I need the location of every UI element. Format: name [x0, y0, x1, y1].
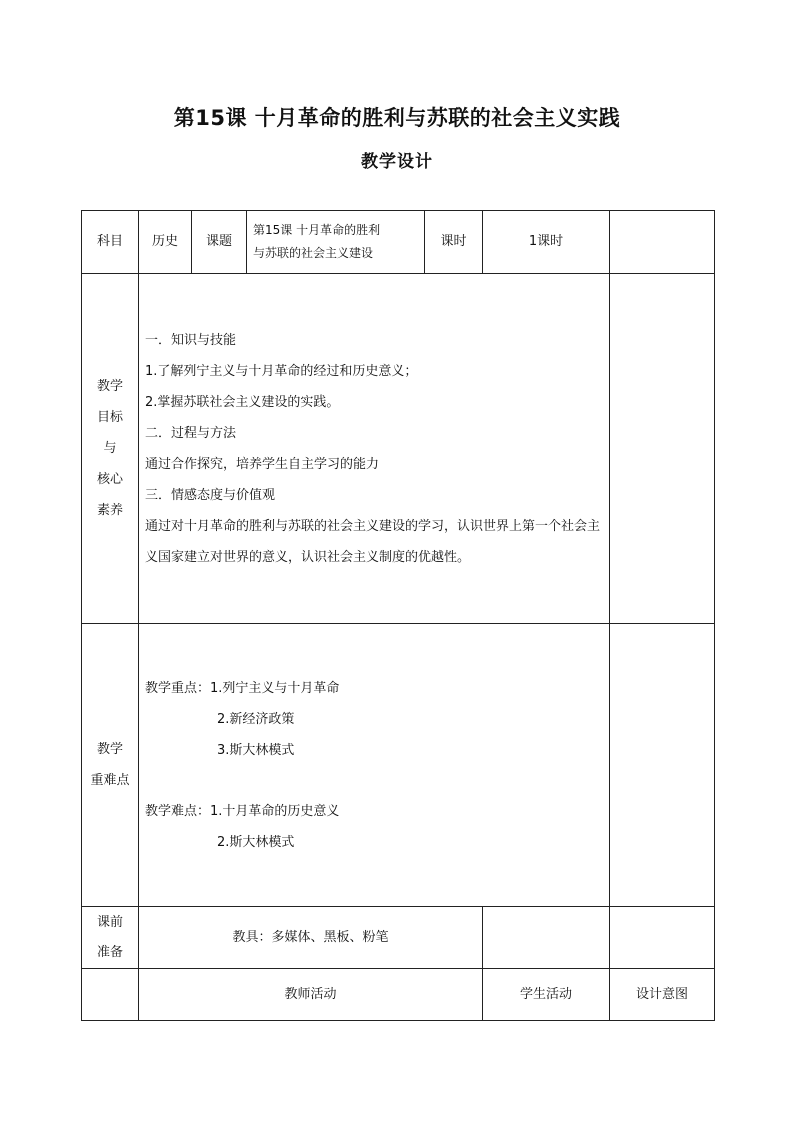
hours-label: 课时 [425, 211, 483, 274]
subject-label: 科目 [82, 211, 139, 274]
goals-line: 三．情感态度与价值观 [145, 487, 276, 503]
goals-label-line: 目标 [96, 410, 123, 425]
document-title: 第15课 十月革命的胜利与苏联的社会主义实践 [173, 106, 621, 130]
table-row-basic-info [82, 211, 715, 274]
design-intent-header: 设计意图 [610, 969, 715, 1021]
teacher-activity-header: 教师活动 [139, 969, 483, 1021]
goals-label-line: 素养 [96, 503, 123, 518]
goals-label-line: 核心 [96, 472, 123, 487]
goals-content [139, 274, 610, 624]
goals-line: 通过合作探究，培养学生自主学习的能力 [145, 456, 380, 472]
spacer [145, 766, 605, 796]
goals-line: 2.掌握苏联社会主义建设的实践。 [145, 394, 340, 410]
key-point-item: 2.新经济政策 [217, 711, 295, 727]
topic-value-line2: 与苏联的社会主义建设 [253, 246, 374, 260]
goals-line: 二．过程与方法 [145, 425, 237, 441]
table-row-activity-header [82, 969, 715, 1021]
topic-value-line1: 第15课 十月革命的胜利 [253, 223, 381, 237]
blank-cell [610, 211, 715, 274]
table-row-goals [82, 274, 715, 624]
blank-cell [610, 624, 715, 907]
focus-content [139, 624, 610, 907]
prep-label [82, 907, 139, 969]
goals-line: 1.了解列宁主义与十月革命的经过和历史意义； [145, 363, 418, 379]
key-points-heading: 教学重点：1.列宁主义与十月革命 [145, 680, 340, 696]
blank-cell [610, 274, 715, 624]
difficult-point-item: 2.斯大林模式 [217, 834, 295, 850]
table-row-focus [82, 624, 715, 907]
blank-cell [82, 969, 139, 1021]
goals-line: 一．知识与技能 [145, 332, 237, 348]
topic-label: 课题 [192, 211, 247, 274]
goals-label [82, 274, 139, 624]
difficult-points-heading: 教学难点：1.十月革命的历史意义 [145, 803, 340, 819]
prep-label-line: 课前 [96, 914, 123, 930]
key-point-item: 3.斯大林模式 [217, 742, 295, 758]
hours-value: 1课时 [483, 211, 610, 274]
table-row-prep [82, 907, 715, 969]
student-activity-header: 学生活动 [483, 969, 610, 1021]
goals-line: 通过对十月革命的胜利与苏联的社会主义建设的学习，认识世界上第一个社会主义国家建立对世界的意义，认识社会主义制度的优越性。 [145, 518, 601, 565]
blank-cell [610, 907, 715, 969]
goals-label-line: 教学 [96, 379, 123, 394]
prep-label-line: 准备 [96, 944, 123, 960]
document-subtitle: 教学设计 [361, 152, 433, 172]
subject-value: 历史 [139, 211, 192, 274]
goals-label-line: 与 [103, 441, 117, 456]
focus-label-line: 重难点 [90, 773, 130, 788]
focus-label [82, 624, 139, 907]
focus-label-line: 教学 [96, 742, 123, 757]
prep-value: 教具：多媒体、黑板、粉笔 [139, 907, 483, 969]
topic-value [247, 211, 425, 274]
lesson-plan-table [81, 210, 715, 1021]
blank-cell [483, 907, 610, 969]
